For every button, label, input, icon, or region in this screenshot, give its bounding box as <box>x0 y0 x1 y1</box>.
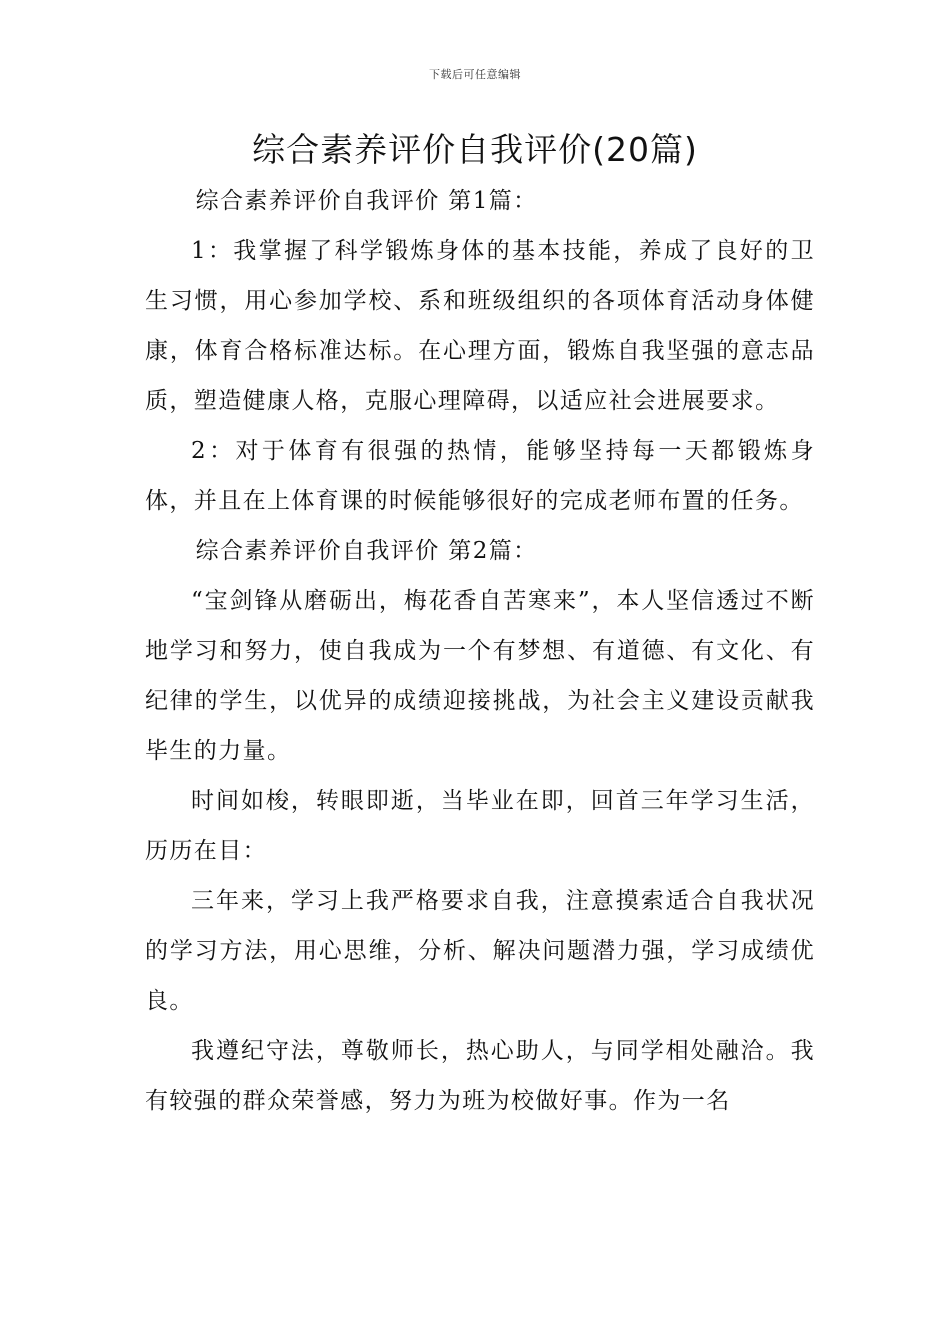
document-body <box>145 176 815 1126</box>
paragraph: 2：对于体育有很强的热情，能够坚持每一天都锻炼身体，并且在上体育课的时候能够很好的完成老师布置的任务。 <box>145 438 815 514</box>
paragraph: 1：我掌握了科学锻炼身体的基本技能，养成了良好的卫生习惯，用心参加学校、系和班级组织的各项体育活动身体健康，体育合格标准达标。在心理方面，锻炼自我坚强的意志品质，塑造健康人格，克服心理障碍，以适应社会进展要求。 <box>145 238 815 414</box>
paragraph: 时间如梭，转眼即逝，当毕业在即，回首三年学习生活，历历在目： <box>145 788 815 864</box>
paragraph: 三年来，学习上我严格要求自我，注意摸索适合自我状况的学习方法，用心思维，分析、解决问题潜力强，学习成绩优良。 <box>145 888 815 1014</box>
header-note: 下载后可任意编辑 <box>429 68 521 81</box>
paragraph: 我遵纪守法，尊敬师长，热心助人，与同学相处融洽。我有较强的群众荣誉感，努力为班为校做好事。作为一名 <box>145 1038 815 1114</box>
paragraph: “宝剑锋从磨砺出，梅花香自苦寒来”，本人坚信透过不断地学习和努力，使自我成为一个有梦想、有道德、有文化、有纪律的学生，以优异的成绩迎接挑战，为社会主义建设贡献我毕生的力量。 <box>145 588 815 764</box>
section-heading-1: 综合素养评价自我评价 第1篇： <box>195 188 538 214</box>
document-title: 综合素养评价自我评价(20篇) <box>252 130 698 169</box>
section-heading-2: 综合素养评价自我评价 第2篇： <box>195 538 538 564</box>
